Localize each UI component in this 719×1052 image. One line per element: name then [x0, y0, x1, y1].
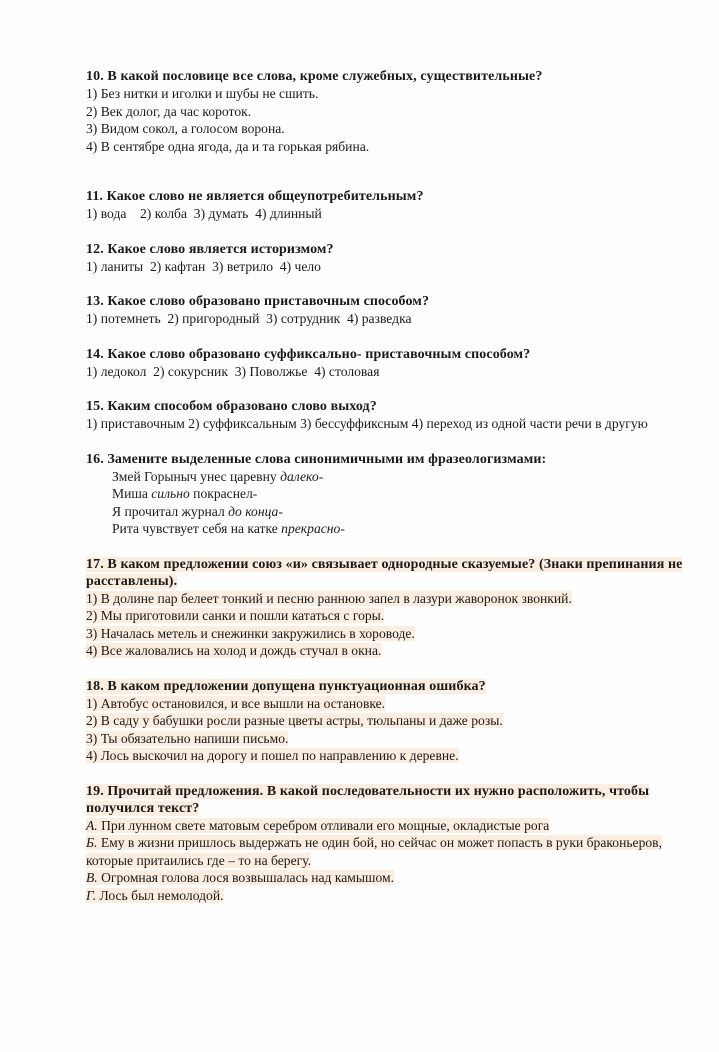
worksheet-page [86, 68, 716, 904]
question-title: 14. Какое слово образовано суффиксально- приставочным способом? [86, 346, 531, 362]
sentence-text: Я прочитал журнал [112, 503, 229, 519]
option-text: 4) Все жаловались на холод и дождь стучал в окна. [86, 643, 382, 658]
question-title [86, 783, 696, 817]
answer-option [86, 607, 716, 625]
question-title: 11. Какое слово не является общеупотребительным? [86, 189, 424, 204]
sentence-text: Миша [112, 486, 152, 501]
answer-option: 4) В сентябре одна ягода, да и та горькая рябина. [86, 138, 370, 154]
question-17 [86, 556, 716, 660]
question-11 [86, 188, 716, 223]
answer-options: 1) вода 2) колба 3) думать 4) длинный [86, 206, 322, 221]
sentence-tail: - [318, 468, 324, 484]
option-text: 1) Автобус остановился, и все вышли на остановке. [86, 695, 386, 711]
question-18 [86, 678, 716, 765]
lettered-sentence [86, 817, 716, 835]
sentence-text: Ему в жизни пришлось выдержать не один бой, но сейчас он может попасть в руки браконьеров, которые притаились где – то на берегу. [86, 835, 662, 868]
answer-options: 1) потемнеть 2) пригородный 3) сотрудник 4) разведка [86, 311, 412, 326]
sentence-letter: Г. [86, 887, 97, 903]
sentence-tail: - [278, 503, 283, 519]
question-14 [86, 346, 716, 381]
answer-option: 3) Видом сокол, а голосом ворона. [86, 121, 285, 136]
lettered-sentence [86, 887, 716, 905]
answer-option: 1) Без нитки и иголки и шубы не сшить. [86, 86, 319, 101]
option-text: 3) Началась метель и снежинки закружились в хороводе. [86, 625, 415, 641]
question-title: 16. Замените выделенные слова синонимичными им фразеологизмами: [86, 451, 547, 467]
option-text: 3) Ты обязательно напиши письмо. [86, 730, 289, 746]
sentence-text: Рита чувствует себя на катке [112, 521, 282, 536]
sentence-letter: Б. [86, 835, 98, 850]
question-12 [86, 241, 716, 276]
answer-option: 2) Век долог, да час короток. [86, 103, 252, 119]
answer-options: 1) ланиты 2) кафтан 3) ветрило 4) чело [86, 258, 321, 274]
sentence-tail: - [340, 521, 345, 536]
question-title-text: 18. В каком предложении допущена пунктуационная ошибка? [86, 678, 486, 694]
answer-option [86, 747, 716, 765]
highlighted-word: до конца [228, 503, 279, 519]
question-13 [86, 293, 716, 328]
question-title: 12. Какое слово является историзмом? [86, 241, 334, 257]
highlighted-word: сильно [151, 486, 190, 501]
lettered-sentence [86, 834, 711, 869]
answer-options: 1) ледокол 2) сокурсник 3) Поволжье 4) столовая [86, 363, 380, 379]
question-title [86, 556, 686, 590]
sentence [86, 503, 716, 521]
lettered-sentence [86, 869, 716, 887]
answer-option [86, 695, 716, 713]
answer-option [86, 730, 716, 748]
sentence [86, 468, 716, 486]
highlighted-word: прекрасно [281, 521, 341, 536]
question-title: 15. Каким способом образовано слово выход? [86, 399, 377, 414]
question-15 [86, 398, 716, 433]
option-text: 2) В саду у бабушки росли разные цветы астры, тюльпаны и даже розы. [86, 713, 503, 728]
question-title: 10. В какой пословице все слова, кроме служебных, существительные? [86, 69, 543, 84]
question-16 [86, 451, 716, 538]
question-19 [86, 783, 716, 905]
sentence-text: Лось был немолодой. [96, 887, 224, 903]
sentence-text: Змей Горыныч унес царевну [112, 468, 281, 484]
option-text: 2) Мы приготовили санки и пошли кататься с горы. [86, 608, 385, 623]
sentence-letter: В. [86, 870, 98, 885]
answer-options: 1) приставочным 2) суффиксальным 3) бессуффиксным 4) переход из одной части речи в другую [86, 416, 648, 431]
option-text: 1) В долине пар белеет тонкий и песню раннюю запел в лазури жаворонок звонкий. [86, 590, 572, 606]
answer-option [86, 625, 716, 643]
sentence-text: Огромная голова лося возвышалась над камышом. [97, 870, 395, 885]
answer-option [86, 590, 716, 608]
question-title [86, 678, 716, 695]
answer-option [86, 712, 716, 730]
sentence-text: При лунном свете матовым серебром отливали его мощные, окладистые рога [97, 817, 550, 833]
question-title-text: 17. В каком предложении союз «и» связывает однородные сказуемые? (Знаки препинания не расставлены). [86, 556, 683, 589]
sentence-tail: покраснел- [189, 486, 258, 501]
question-title-text: 19. Прочитай предложения. В какой последовательности их нужно расположить, чтобы получился текст? [86, 783, 650, 816]
question-10 [86, 68, 716, 155]
sentence [86, 485, 716, 503]
highlighted-word: далеко [280, 468, 319, 484]
option-text: 4) Лось выскочил на дорогу и пошел по направлению к деревне. [86, 748, 459, 763]
sentence-letter: А. [86, 817, 98, 833]
answer-option [86, 642, 716, 660]
sentence [86, 520, 716, 538]
question-title: 13. Какое слово образовано приставочным способом? [86, 294, 430, 309]
